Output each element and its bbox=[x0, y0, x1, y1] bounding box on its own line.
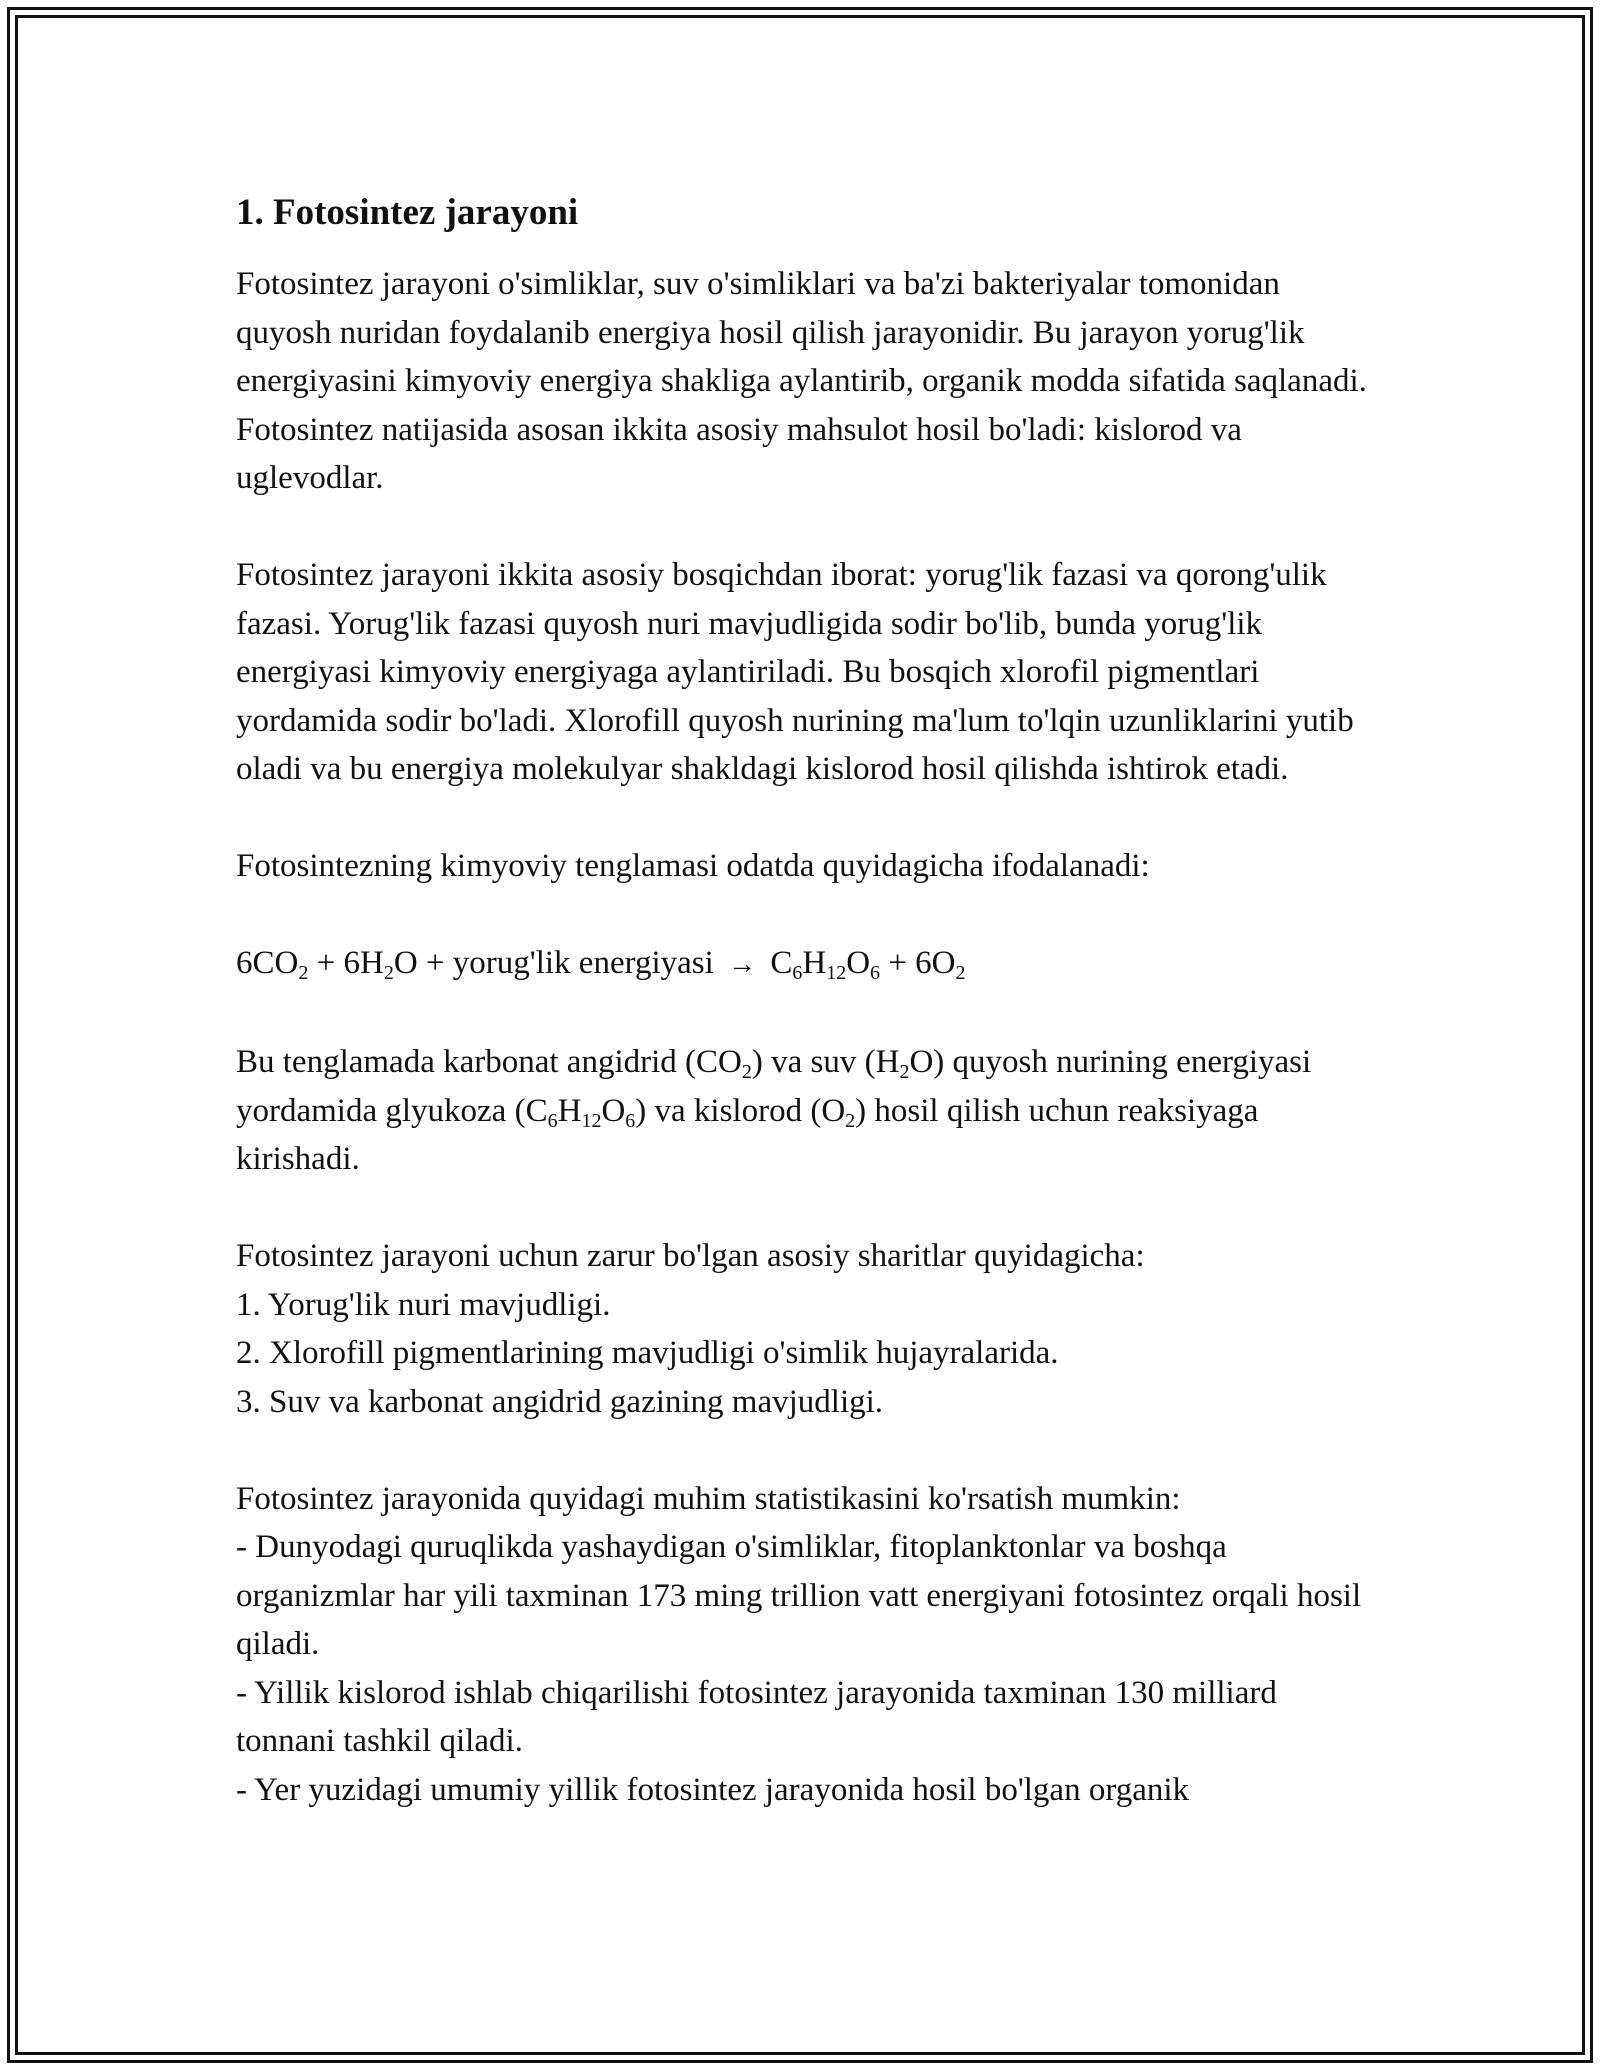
paragraph-spacer bbox=[236, 990, 1376, 1039]
paragraph-spacer bbox=[236, 891, 1376, 940]
explanation-subscript: 12 bbox=[581, 1109, 602, 1132]
explanation-subscript: 2 bbox=[845, 1109, 856, 1132]
explanation-subscript: 2 bbox=[741, 1061, 752, 1083]
equation-h2o: 6H bbox=[343, 945, 384, 981]
explanation-text: ) hosil qilish uchun reaksiyaga kirishadi. bbox=[236, 1092, 1259, 1177]
document-body bbox=[236, 188, 1376, 1814]
equation-subscript: 2 bbox=[383, 962, 394, 984]
conditions-item: 2. Xlorofill pigmentlarining mavjudligi o'simlik hujayralarida. bbox=[236, 1335, 1059, 1371]
paragraph-intro: Fotosintez jarayoni o'simliklar, suv o'simliklari va ba'zi bakteriyalar tomonidan quyosh nuridan foydalanib energiya hosil qilish jarayonidir. Bu jarayon yorug'lik energiyasini kimyoviy energiya shakliga aylantirib, organik modda sifatida saqlanadi. Fotosintez natijasida asosan ikkita asosiy mahsulot hosil bo'ladi: kislorod va uglevodlar. bbox=[236, 266, 1367, 496]
equation-plus: + bbox=[880, 945, 916, 981]
equation-subscript: 2 bbox=[955, 962, 966, 984]
explanation-subscript: 6 bbox=[625, 1109, 636, 1132]
statistics-item: - Yillik kislorod ishlab chiqarilishi fotosintez jarayonida taxminan 130 milliard tonnani tashkil qiladi. bbox=[236, 1674, 1277, 1759]
explanation-text: H bbox=[557, 1092, 582, 1129]
equation-glucose-c: C bbox=[770, 945, 793, 981]
explanation-text: O bbox=[601, 1092, 626, 1129]
statistics-intro: Fotosintez jarayonida quyidagi muhim statistikasini ko'rsatish mumkin: bbox=[236, 1480, 1181, 1517]
explanation-text: O) quyosh nurining energiyasi yordamida glyukoza (C bbox=[236, 1044, 1312, 1129]
equation-glucose-h: H bbox=[802, 945, 827, 981]
paragraph-spacer bbox=[236, 1426, 1376, 1475]
equation-plus: + bbox=[417, 945, 453, 981]
equation-subscript: 6 bbox=[870, 962, 881, 984]
paragraph-spacer bbox=[236, 503, 1376, 552]
equation-energy: yorug'lik energiyasi bbox=[452, 945, 714, 981]
explanation-text: Bu tenglamada karbonat angidrid (CO bbox=[236, 1044, 742, 1080]
explanation-subscript: 2 bbox=[899, 1061, 910, 1083]
equation-h2o-o: O bbox=[393, 945, 418, 981]
paragraph-equation-intro: Fotosintezning kimyoviy tenglamasi odatda quyidagicha ifodalanadi: bbox=[236, 848, 1150, 884]
equation-subscript: 2 bbox=[298, 962, 309, 984]
equation-plus: + bbox=[308, 945, 344, 981]
equation-o2: 6O bbox=[915, 945, 956, 981]
equation-glucose-o: O bbox=[846, 945, 871, 981]
paragraph-phases: Fotosintez jarayoni ikkita asosiy bosqichdan iborat: yorug'lik fazasi va qorong'ulik fazasi. Yorug'lik fazasi quyosh nuri mavjudligida sodir bo'lib, bunda yorug'lik energiyasi kimyoviy energiyaga aylantiriladi. Bu bosqich xlorofil pigmentlari yordamida sodir bo'ladi. Xlorofill quyosh nurining ma'lum to'lqin uzunliklarini yutib oladi va bu energiya molekulyar shakldagi kislorod hosil qilishda ishtirok etadi. bbox=[236, 557, 1354, 787]
section-heading: 1. Fotosintez jarayoni bbox=[236, 192, 579, 233]
paragraph-spacer bbox=[236, 794, 1376, 843]
statistics-item: - Dunyodagi quruqlikda yashaydigan o'simliklar, fitoplanktonlar va boshqa organizmlar har yili taxminan 173 ming trillion vatt energiyani fotosintez orqali hosil qiladi. bbox=[236, 1529, 1362, 1662]
conditions-item: 3. Suv va karbonat angidrid gazining mavjudligi. bbox=[236, 1383, 884, 1420]
explanation-text: ) va kislorod (O bbox=[635, 1092, 846, 1129]
equation-co2: 6CO bbox=[236, 945, 299, 981]
equation-subscript: 12 bbox=[826, 962, 847, 984]
paragraph-equation-explanation bbox=[236, 1038, 1376, 1184]
equation-subscript: 6 bbox=[792, 962, 803, 984]
conditions-item: 1. Yorug'lik nuri mavjudligi. bbox=[236, 1286, 611, 1323]
statistics-item: - Yer yuzidagi umumiy yillik fotosintez jarayonida hosil bo'lgan organik bbox=[236, 1771, 1190, 1808]
explanation-text: ) va suv (H bbox=[751, 1044, 900, 1080]
chemical-equation bbox=[236, 939, 1376, 990]
explanation-subscript: 6 bbox=[547, 1109, 558, 1132]
paragraph-spacer bbox=[236, 1184, 1376, 1233]
reaction-arrow-icon: → bbox=[728, 949, 757, 980]
conditions-intro: Fotosintez jarayoni uchun zarur bo'lgan asosiy sharitlar quyidagicha: bbox=[236, 1238, 1145, 1274]
